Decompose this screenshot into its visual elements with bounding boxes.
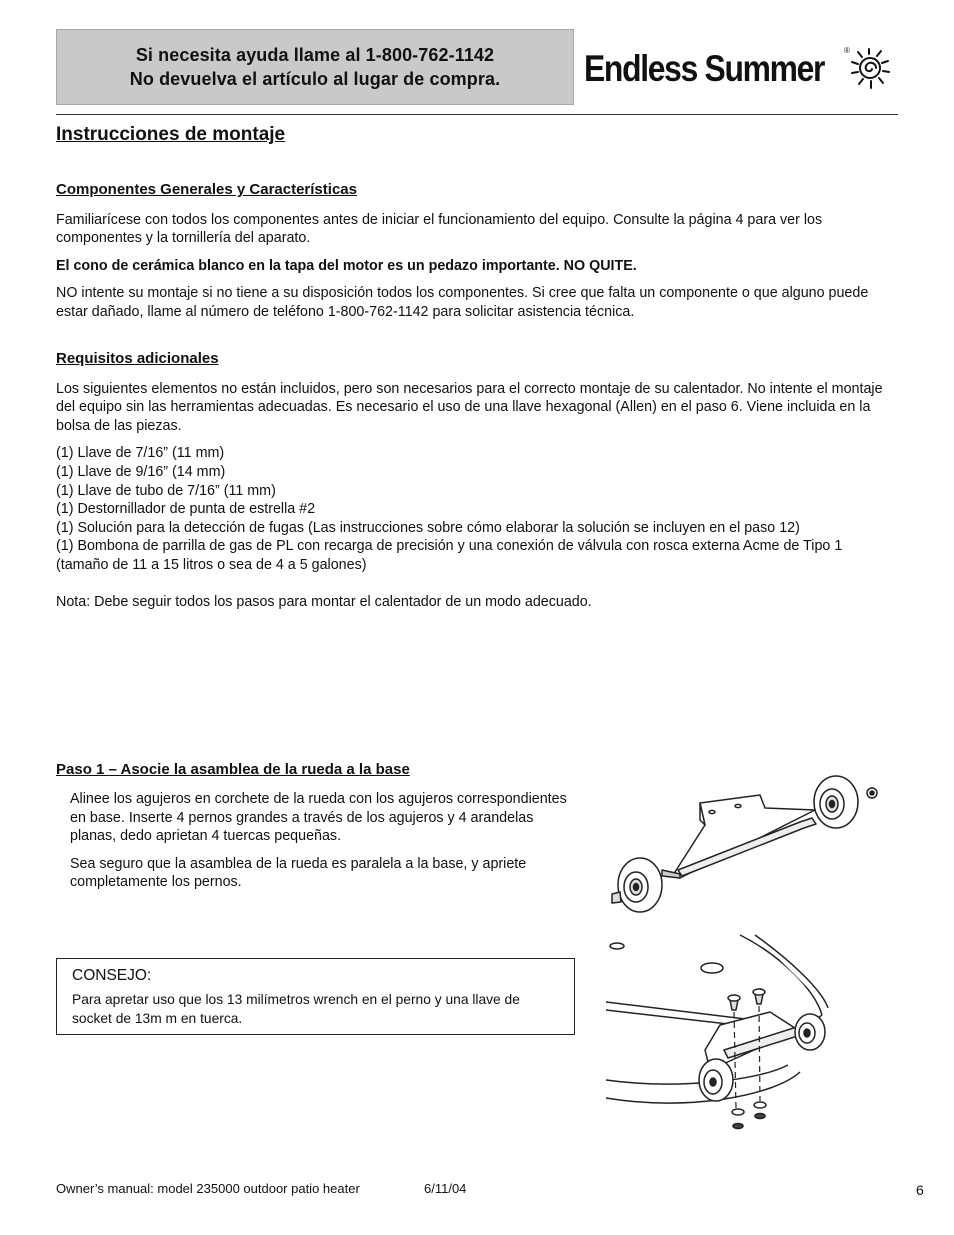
help-banner	[56, 29, 574, 105]
step1-body	[70, 790, 570, 901]
page-number: 6	[916, 1182, 924, 1198]
wheel-assembly-illustration	[600, 770, 900, 920]
assembly-note: Nota: Debe seguir todos los pasos para montar el calentador de un modo adecuado.	[56, 593, 592, 610]
list-item: (1) Solución para la detección de fugas (Las instrucciones sobre cómo elaborar la solución se incluyen en el paso 12)	[56, 519, 800, 536]
base-attachment-illustration	[600, 930, 840, 1140]
page-title: Instrucciones de montaje	[56, 124, 286, 145]
step1-tighten-note: Sea seguro que la asamblea de la rueda es paralela a la base, y apriete completamente los pernos.	[70, 855, 527, 891]
tip-body: Para apretar uso que los 13 milímetros wrench en el perno y una llave de socket de 13m m en tuerca.	[72, 992, 520, 1026]
help-line-phone: Si necesita ayuda llame al 1-800-762-1142	[135, 45, 495, 65]
components-section	[56, 181, 898, 331]
list-item: (1) Llave de 9/16” (14 mm)	[56, 463, 226, 480]
list-item: (1) Destornillador de punta de estrella #2	[56, 501, 316, 518]
requirements-intro: Los siguientes elementos no están incluidos, pero son necesarios para el correcto montaje de su calentador. No intente el montaje del equipo sin las herramientas adecuadas. Es necesario el uso de una llave hexagonal (Allen) en el paso 6. Viene incluida en la bolsa de las piezas.	[56, 380, 883, 434]
requirements-heading: Requisitos adicionales	[56, 350, 219, 367]
step1-heading: Paso 1 – Asocie la asamblea de la rueda a la base	[56, 761, 410, 778]
components-intro: Familiarícese con todos los componentes antes de iniciar el funcionamiento del equipo. Consulte la página 4 para ver los componentes y la tornillería del aparato.	[56, 211, 823, 247]
components-missing-note: NO intente su montaje si no tiene a su disposición todos los componentes. Si cree que falta un componente o que alguno puede estar dañado, llame al número de teléfono 1-800-762-1142 para solicitar asistencia técnica.	[56, 285, 869, 320]
step1-instructions: Alinee los agujeros en corchete de la rueda con los agujeros correspondientes en base. Inserte 4 pernos grandes a través de los agujeros y 4 arandelas planas, dedo aprietan 4 tuercas pequeñas.	[70, 791, 567, 845]
list-item: (1) Bombona de parrilla de gas de PL con recarga de precisión y una conexión de válvula con rosca externa Acme de Tipo 1 (tamaño de 11 a 15 litros o sea de 4 a 5 galones)	[56, 538, 843, 573]
ceramic-cone-warning: El cono de cerámica blanco en la tapa del motor es un pedazo importante. NO QUITE.	[56, 257, 637, 274]
requirements-section	[56, 350, 898, 620]
header-divider	[56, 114, 898, 115]
brand-logo	[584, 44, 904, 104]
tools-list	[56, 444, 898, 574]
registered-mark: ®	[844, 46, 850, 55]
list-item: (1) Llave de tubo de 7/16” (11 mm)	[56, 482, 276, 499]
sun-logo-icon	[844, 44, 892, 92]
list-item: (1) Llave de 7/16” (11 mm)	[56, 445, 225, 462]
tip-title: CONSEJO:	[72, 967, 152, 984]
help-line-return: No devuelva el artículo al lugar de compra.	[129, 69, 501, 89]
footer-manual: Owner’s manual: model 235000 outdoor patio heater	[56, 1181, 360, 1196]
tip-box	[56, 958, 575, 1035]
components-heading: Componentes Generales y Características	[56, 181, 357, 198]
brand-name: Endless Summer	[584, 48, 825, 89]
footer-date: 6/11/04	[424, 1181, 467, 1196]
